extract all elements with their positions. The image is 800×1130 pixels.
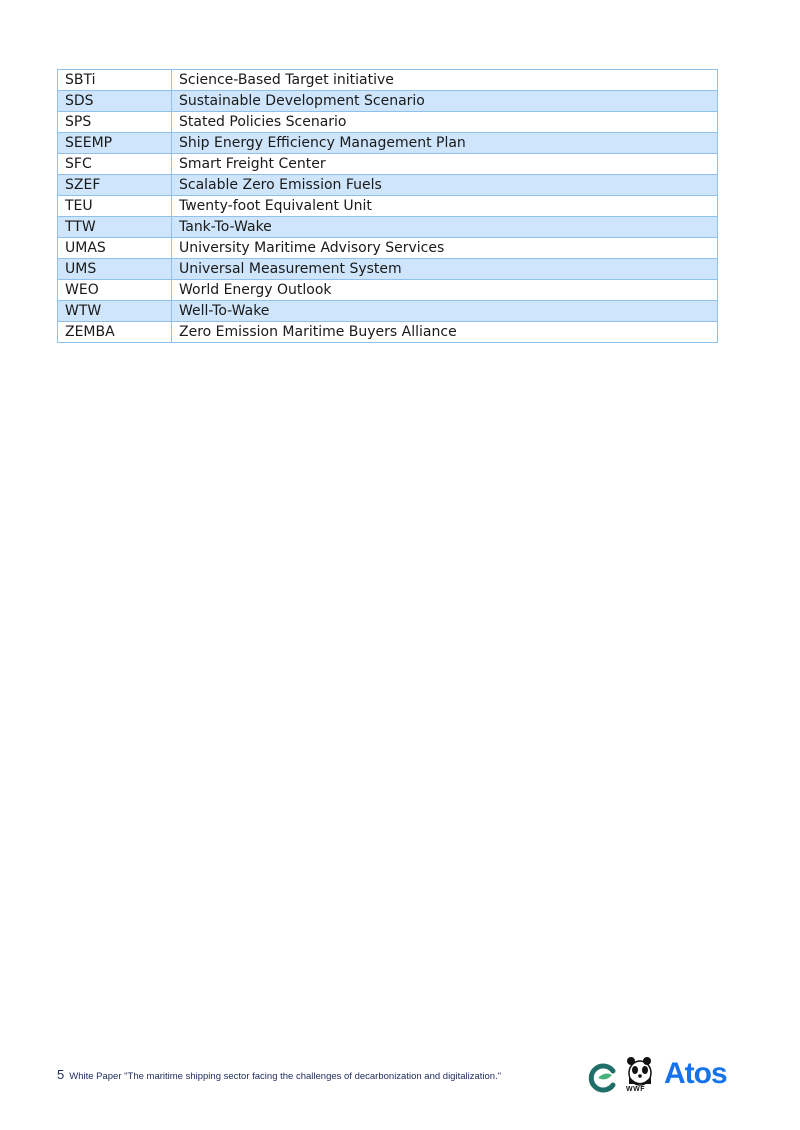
leaf-c-logo-icon	[586, 1062, 618, 1094]
glossary-row	[58, 238, 718, 259]
glossary-row	[58, 217, 718, 238]
definition-cell: Sustainable Development Scenario	[172, 91, 718, 112]
abbreviation-cell: SBTi	[58, 70, 172, 91]
glossary-row	[58, 196, 718, 217]
footer-title: White Paper "The maritime shipping sector facing the challenges of decarbonization and digitalization."	[69, 1071, 502, 1082]
abbreviations-table	[57, 69, 718, 343]
definition-cell: Zero Emission Maritime Buyers Alliance	[172, 322, 718, 343]
abbreviation-cell: SEEMP	[58, 133, 172, 154]
glossary-row	[58, 112, 718, 133]
definition-cell: Tank-To-Wake	[172, 217, 718, 238]
glossary-row	[58, 301, 718, 322]
panda-logo-icon	[626, 1056, 654, 1086]
definition-cell: Scalable Zero Emission Fuels	[172, 175, 718, 196]
abbreviation-cell: SZEF	[58, 175, 172, 196]
definition-cell: Well-To-Wake	[172, 301, 718, 322]
abbreviation-cell: SFC	[58, 154, 172, 175]
glossary-row	[58, 154, 718, 175]
abbreviation-cell: SDS	[58, 91, 172, 112]
glossary-row	[58, 175, 718, 196]
definition-cell: Smart Freight Center	[172, 154, 718, 175]
abbreviation-cell: UMAS	[58, 238, 172, 259]
definition-cell: University Maritime Advisory Services	[172, 238, 718, 259]
page-number: 5	[57, 1067, 65, 1082]
atos-logo: Atos	[664, 1057, 727, 1090]
abbreviation-cell: TEU	[58, 196, 172, 217]
abbreviation-cell: ZEMBA	[58, 322, 172, 343]
definition-cell: Stated Policies Scenario	[172, 112, 718, 133]
definition-cell: Universal Measurement System	[172, 259, 718, 280]
abbreviation-cell: WTW	[58, 301, 172, 322]
glossary-row	[58, 280, 718, 301]
glossary-row	[58, 259, 718, 280]
wwf-logo-text: WWF	[626, 1086, 645, 1093]
abbreviations-table-body	[58, 70, 718, 343]
glossary-row	[58, 133, 718, 154]
abbreviation-cell: TTW	[58, 217, 172, 238]
abbreviation-cell: WEO	[58, 280, 172, 301]
definition-cell: Science-Based Target initiative	[172, 70, 718, 91]
definition-cell: Twenty-foot Equivalent Unit	[172, 196, 718, 217]
abbreviation-cell: SPS	[58, 112, 172, 133]
glossary-row	[58, 322, 718, 343]
page-footer	[57, 1066, 501, 1084]
glossary-row	[58, 70, 718, 91]
definition-cell: Ship Energy Efficiency Management Plan	[172, 133, 718, 154]
definition-cell: World Energy Outlook	[172, 280, 718, 301]
abbreviation-cell: UMS	[58, 259, 172, 280]
glossary-row	[58, 91, 718, 112]
